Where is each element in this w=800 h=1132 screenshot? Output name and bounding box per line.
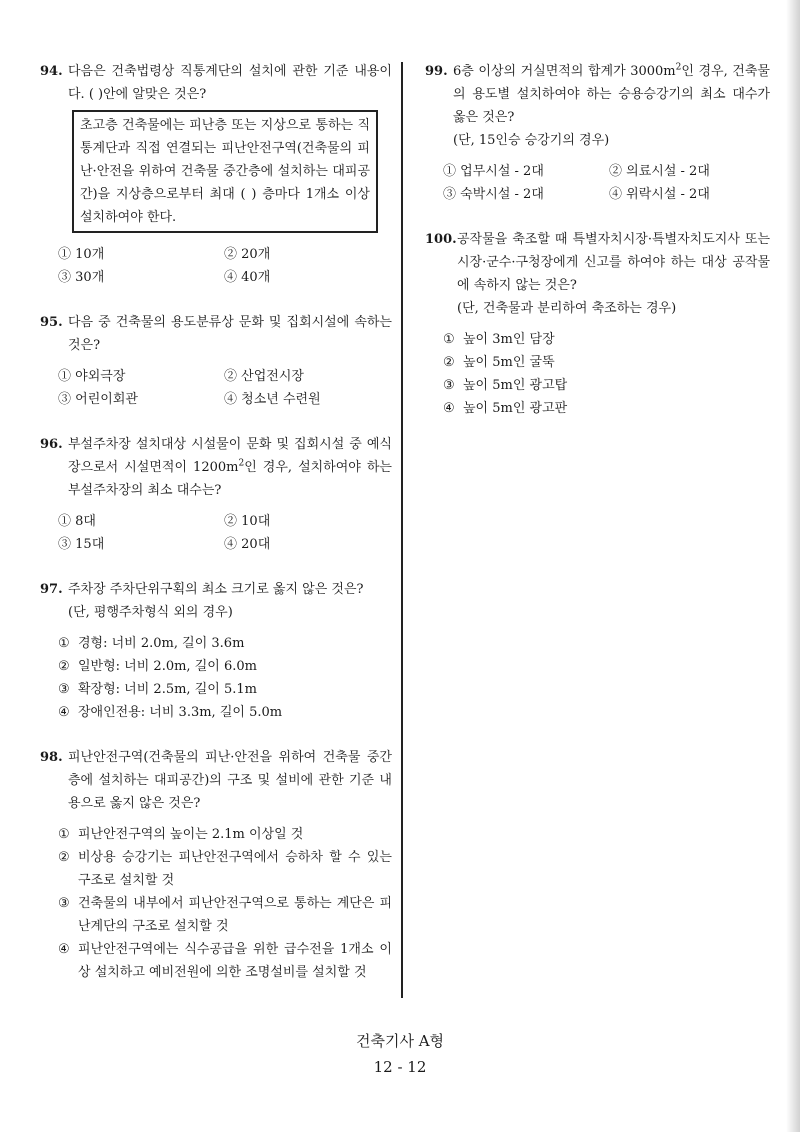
superscript: 2 — [675, 62, 682, 73]
question-95 — [40, 311, 392, 411]
choice-text: 30개 — [75, 270, 105, 285]
choice-text: 높이 3m인 담장 — [463, 332, 555, 347]
choice-marker: ③ — [58, 270, 72, 285]
question-98 — [40, 746, 392, 984]
question-96 — [40, 433, 392, 556]
choice-marker: ① — [58, 514, 72, 529]
page-edge-shadow — [786, 0, 800, 1132]
choice-3[interactable] — [58, 892, 392, 938]
choice-2[interactable] — [609, 160, 769, 183]
choice-marker: ④ — [609, 187, 623, 202]
choice-text: 야외극장 — [75, 369, 126, 384]
choice-1[interactable] — [58, 365, 224, 388]
question-number: 97. — [40, 582, 63, 597]
exam-title: 건축기사 A형 — [355, 1032, 445, 1050]
choice-list — [40, 823, 392, 984]
choice-marker: ④ — [224, 270, 238, 285]
choice-1[interactable] — [58, 823, 392, 846]
choice-text: 위락시설 - 2대 — [626, 187, 710, 202]
choice-text: 확장형: 너비 2.5m, 길이 5.1m — [78, 682, 257, 697]
choice-3[interactable] — [58, 678, 392, 701]
question-number: 99. — [425, 64, 448, 79]
choice-3[interactable] — [58, 388, 224, 411]
page-footer — [0, 1028, 800, 1080]
question-number: 95. — [40, 315, 63, 330]
choice-list — [425, 160, 770, 206]
choice-3[interactable] — [58, 533, 224, 556]
choice-text: 청소년 수련원 — [241, 392, 321, 407]
choice-list — [40, 632, 392, 724]
choice-marker: ① — [443, 332, 455, 347]
choice-marker: ② — [224, 514, 238, 529]
choice-2[interactable] — [443, 351, 770, 374]
choice-marker: ② — [58, 659, 70, 674]
superscript: 2 — [238, 458, 245, 469]
right-column — [425, 60, 770, 442]
question-text: 다음 중 건축물의 용도분류상 문화 및 집회시설에 속하는 것은? — [68, 315, 392, 353]
question-text-part: 인 경우, 설치하여야 하는 부설주차장의 최소 대수는? — [68, 460, 392, 498]
column-divider — [401, 62, 403, 998]
choice-marker: ③ — [58, 392, 72, 407]
choice-4[interactable] — [224, 533, 384, 556]
choice-text: 20대 — [241, 537, 271, 552]
choice-marker: ① — [58, 369, 72, 384]
choice-marker: ④ — [443, 401, 455, 416]
choice-list — [40, 365, 392, 411]
choice-text: 산업전시장 — [241, 369, 304, 384]
choice-text: 높이 5m인 광고판 — [463, 401, 568, 416]
choice-2[interactable] — [224, 510, 384, 533]
choice-marker: ① — [58, 827, 70, 842]
choice-marker: ② — [224, 369, 238, 384]
choice-text: 건축물의 내부에서 피난안전구역으로 통하는 계단은 피난계단의 구조로 설치할 것 — [78, 896, 392, 934]
question-99 — [425, 60, 770, 206]
choice-text: 8대 — [75, 514, 96, 529]
choice-text: 40개 — [241, 270, 271, 285]
choice-3[interactable] — [443, 183, 609, 206]
choice-marker: ④ — [224, 392, 238, 407]
choice-marker: ③ — [58, 896, 70, 911]
choice-text: 높이 5m인 광고탑 — [463, 378, 568, 393]
choice-2[interactable] — [58, 655, 392, 678]
choice-marker: ① — [443, 164, 457, 179]
choice-text: 일반형: 너비 2.0m, 길이 6.0m — [78, 659, 257, 674]
choice-list — [40, 510, 392, 556]
choice-list — [425, 328, 770, 420]
choice-text: 숙박시설 - 2대 — [460, 187, 544, 202]
choice-4[interactable] — [58, 701, 392, 724]
choice-text: 피난안전구역의 높이는 2.1m 이상일 것 — [78, 827, 304, 842]
choice-marker: ② — [58, 850, 70, 865]
choice-marker: ③ — [443, 378, 455, 393]
question-text: 피난안전구역(건축물의 피난·안전을 위하여 건축물 중간층에 설치하는 대피공간)의 구조 및 설비에 관한 기준 내용으로 옳지 않은 것은? — [68, 750, 392, 811]
choice-text: 업무시설 - 2대 — [460, 164, 544, 179]
choice-text: 10개 — [75, 247, 105, 262]
question-text-part: 부설주차장 설치대상 시설물이 문화 및 집회시설 중 예식장으로서 시설면적이 1200m — [68, 437, 392, 475]
choice-text: 어린이회관 — [75, 392, 138, 407]
choice-marker: ③ — [58, 537, 72, 552]
page-number: 12 - 12 — [373, 1058, 427, 1076]
choice-4[interactable] — [58, 938, 392, 984]
choice-1[interactable] — [58, 632, 392, 655]
question-number: 98. — [40, 750, 63, 765]
choice-1[interactable] — [58, 510, 224, 533]
choice-text: 의료시설 - 2대 — [626, 164, 710, 179]
choice-marker: ② — [609, 164, 623, 179]
choice-1[interactable] — [58, 243, 224, 266]
question-97 — [40, 578, 392, 724]
question-94 — [40, 60, 392, 289]
question-number: 96. — [40, 437, 63, 452]
question-note: (단, 건축물과 분리하여 축조하는 경우) — [457, 301, 677, 316]
question-number: 100. — [425, 232, 457, 247]
left-column — [40, 60, 392, 1006]
choice-marker: ③ — [58, 682, 70, 697]
choice-marker: ② — [224, 247, 238, 262]
choice-marker: ④ — [224, 537, 238, 552]
choice-marker: ② — [443, 355, 455, 370]
question-100 — [425, 228, 770, 420]
choice-text: 15대 — [75, 537, 105, 552]
choice-1[interactable] — [443, 160, 609, 183]
question-note: (단, 평행주차형식 외의 경우) — [68, 605, 233, 620]
question-text: 공작물을 축조할 때 특별자치시장·특별자치도지사 또는 시장·군수·구청장에게 신고를 하여야 하는 대상 공작물에 속하지 않는 것은? — [457, 232, 770, 293]
choice-1[interactable] — [443, 328, 770, 351]
choice-4[interactable] — [609, 183, 769, 206]
choice-marker: ① — [58, 247, 72, 262]
choice-marker: ④ — [58, 705, 70, 720]
question-text: 주차장 주차단위구획의 최소 크기로 옳지 않은 것은? — [68, 582, 364, 597]
choice-text: 높이 5m인 굴뚝 — [463, 355, 555, 370]
choice-marker: ① — [58, 636, 70, 651]
question-text — [68, 433, 392, 502]
question-text-part: 6층 이상의 거실면적의 합계가 3000m — [453, 64, 676, 79]
choice-2[interactable] — [58, 846, 392, 892]
choice-text: 10대 — [241, 514, 271, 529]
choice-4[interactable] — [224, 388, 384, 411]
choice-marker: ④ — [58, 942, 70, 957]
choice-marker: ③ — [443, 187, 457, 202]
choice-2[interactable] — [224, 243, 384, 266]
choice-3[interactable] — [58, 266, 224, 289]
choice-list — [40, 243, 392, 289]
choice-4[interactable] — [224, 266, 384, 289]
question-note: (단, 15인승 승강기의 경우) — [453, 133, 610, 148]
question-text-part: 인 경우, 건축물의 용도별 설치하여야 하는 승용승강기의 최소 대수가 옳은 것은? — [453, 64, 770, 125]
choice-text: 비상용 승강기는 피난안전구역에서 승하차 할 수 있는 구조로 설치할 것 — [78, 850, 392, 888]
question-text: 다음은 건축법령상 직통계단의 설치에 관한 기준 내용이다. ( )안에 알맞은 것은? — [68, 64, 392, 102]
choice-3[interactable] — [443, 374, 770, 397]
choice-text: 피난안전구역에는 식수공급을 위한 급수전을 1개소 이상 설치하고 예비전원에 의한 조명설비를 설치할 것 — [78, 942, 392, 980]
question-box-passage: 초고층 건축물에는 피난층 또는 지상으로 통하는 직통계단과 직접 연결되는 피난안전구역(건축물의 피난·안전을 위하여 건축물 중간층에 설치하는 대피공간)을 지상층으로부터 최대 ( ) 층마다 1개소 이상 설치하여야 한다. — [72, 110, 378, 233]
choice-2[interactable] — [224, 365, 384, 388]
choice-4[interactable] — [443, 397, 770, 420]
choice-text: 장애인전용: 너비 3.3m, 길이 5.0m — [78, 705, 283, 720]
choice-text: 20개 — [241, 247, 271, 262]
question-number: 94. — [40, 64, 63, 79]
question-text — [453, 60, 770, 129]
choice-text: 경형: 너비 2.0m, 길이 3.6m — [78, 636, 245, 651]
